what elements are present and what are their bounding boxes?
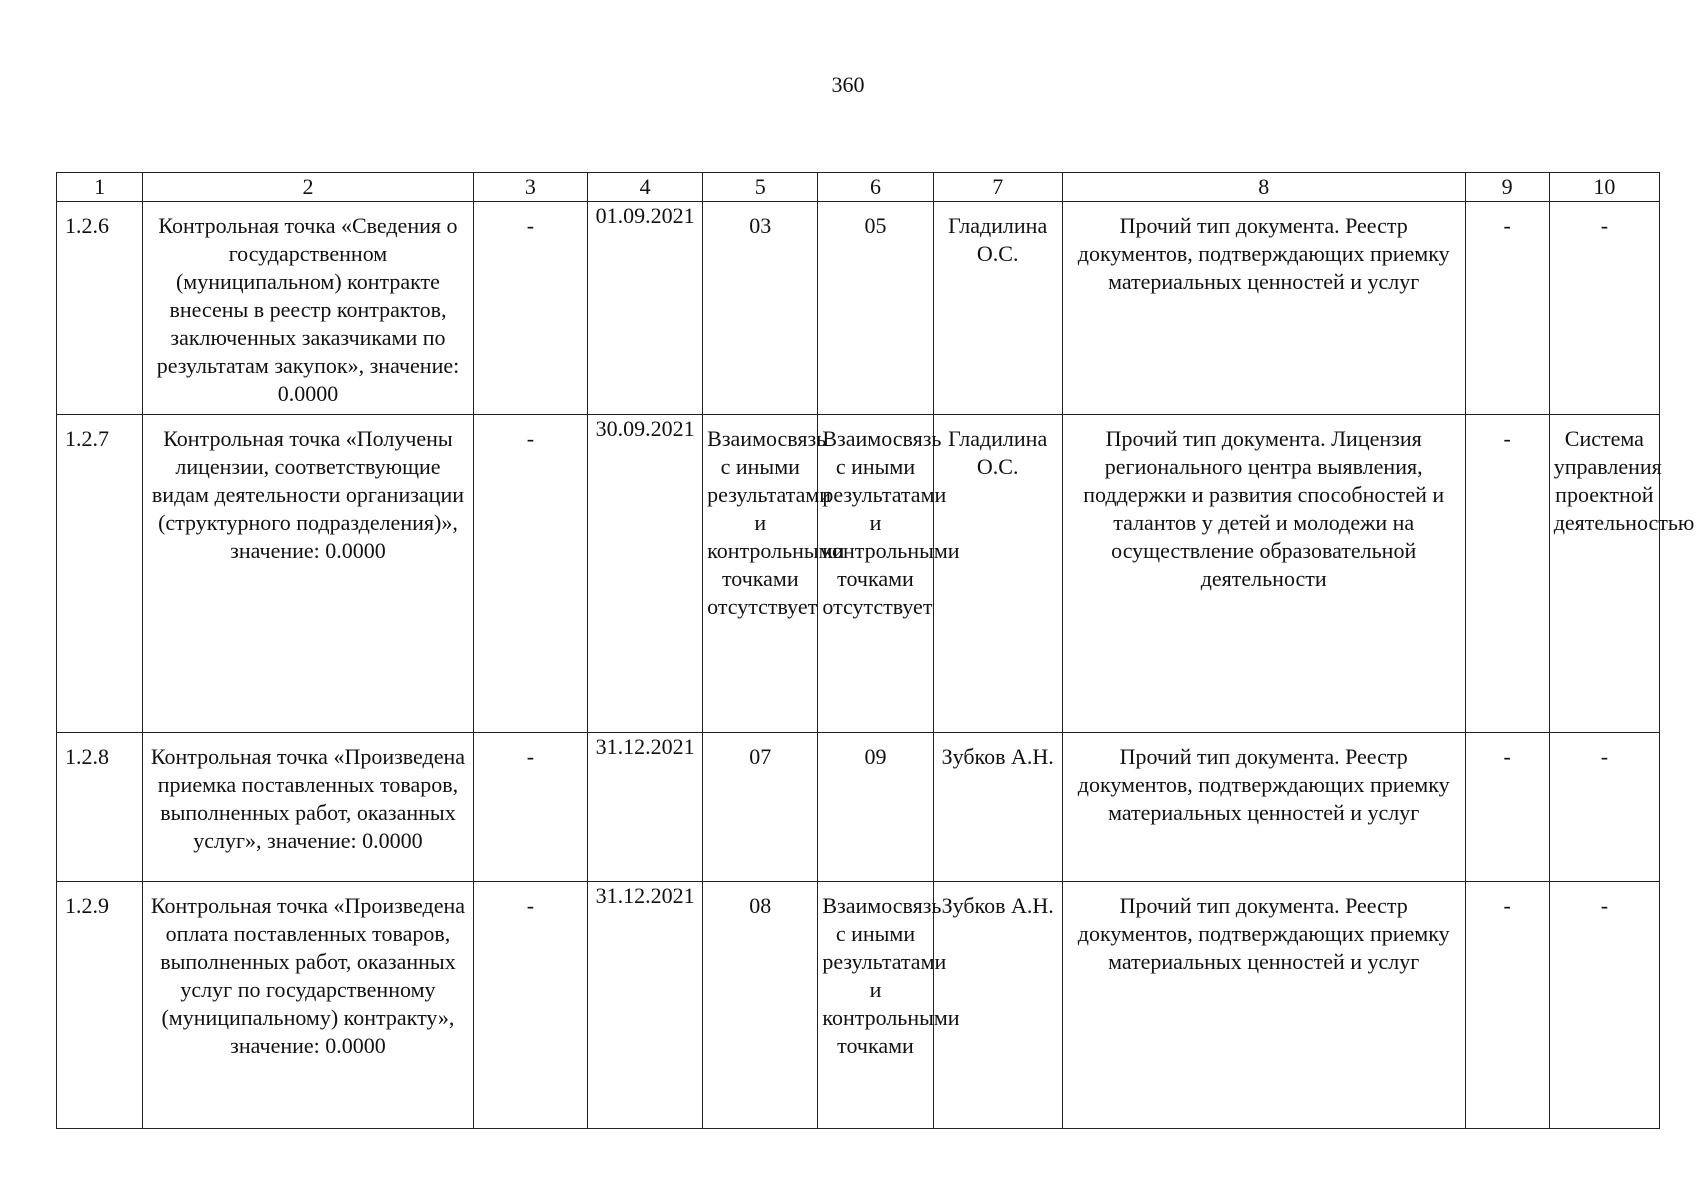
table-row — [57, 202, 1660, 415]
column-header-8: 8 — [1062, 173, 1465, 202]
column-header-6: 6 — [818, 173, 933, 202]
cell-col-3: - — [473, 202, 587, 415]
column-header-5: 5 — [703, 173, 818, 202]
row-number: 1.2.7 — [57, 415, 143, 733]
control-point-description: Контрольная точка «Получены лицензии, соответствующие видам деятельности организации (структурного подразделения)», значение: 0.0000 — [143, 415, 474, 733]
date-cell: 31.12.2021 — [587, 733, 702, 882]
date-cell: 01.09.2021 — [587, 202, 702, 415]
cell-col-6: Взаимосвязь с иными результатами и контрольными точками отсутствует — [818, 415, 933, 733]
column-header-7: 7 — [933, 173, 1062, 202]
control-points-table — [56, 172, 1695, 1129]
table-row — [57, 882, 1660, 1129]
row-number: 1.2.8 — [57, 733, 143, 882]
cell-col-3: - — [473, 733, 587, 882]
cell-col-9: - — [1465, 882, 1549, 1129]
cell-col-10: - — [1549, 733, 1659, 882]
control-point-description: Контрольная точка «Сведения о государственном (муниципальном) контракте внесены в реестр контрактов, заключенных заказчиками по результатам закупок», значение: 0.0000 — [143, 202, 474, 415]
cell-col-10: - — [1549, 202, 1659, 415]
cell-col-5: Взаимосвязь с иными результатами и контрольными точками отсутствует — [703, 415, 818, 733]
document-type: Прочий тип документа. Реестр документов, подтверждающих приемку материальных ценностей и услуг — [1062, 733, 1465, 882]
row-number: 1.2.6 — [57, 202, 143, 415]
responsible-person: Зубков А.Н. — [933, 733, 1062, 882]
document-type: Прочий тип документа. Лицензия регионального центра выявления, поддержки и развития способностей и талантов у детей и молодежи на осуществление образовательной деятельности — [1062, 415, 1465, 733]
control-point-description: Контрольная точка «Произведена оплата поставленных товаров, выполненных работ, оказанных услуг по государственному (муниципальному) контракту», значение: 0.0000 — [143, 882, 474, 1129]
cell-col-9: - — [1465, 202, 1549, 415]
column-header-3: 3 — [473, 173, 587, 202]
cell-col-5: 08 — [703, 882, 818, 1129]
cell-col-5: 03 — [703, 202, 818, 415]
header-row — [57, 173, 1660, 202]
row-number: 1.2.9 — [57, 882, 143, 1129]
column-header-2: 2 — [143, 173, 474, 202]
document-type: Прочий тип документа. Реестр документов, подтверждающих приемку материальных ценностей и услуг — [1062, 882, 1465, 1129]
responsible-person: Зубков А.Н. — [933, 882, 1062, 1129]
control-point-description: Контрольная точка «Произведена приемка поставленных товаров, выполненных работ, оказанных услуг», значение: 0.0000 — [143, 733, 474, 882]
document-type: Прочий тип документа. Реестр документов, подтверждающих приемку материальных ценностей и услуг — [1062, 202, 1465, 415]
cell-col-10: Система управления проектной деятельностью — [1549, 415, 1659, 733]
cell-col-6: 05 — [818, 202, 933, 415]
cell-col-6: Взаимосвязь с иными результатами и контрольными точками — [818, 882, 933, 1129]
cell-col-9: - — [1465, 415, 1549, 733]
cell-col-3: - — [473, 882, 587, 1129]
cell-col-5: 07 — [703, 733, 818, 882]
responsible-person: Гладилина О.С. — [933, 202, 1062, 415]
date-cell: 30.09.2021 — [587, 415, 702, 733]
column-header-10: 10 — [1549, 173, 1659, 202]
cell-col-10: - — [1549, 882, 1659, 1129]
cell-col-6: 09 — [818, 733, 933, 882]
table-row — [57, 733, 1660, 882]
date-cell: 31.12.2021 — [587, 882, 702, 1129]
table-row — [57, 415, 1660, 733]
column-header-9: 9 — [1465, 173, 1549, 202]
responsible-person: Гладилина О.С. — [933, 415, 1062, 733]
cell-col-3: - — [473, 415, 587, 733]
column-header-1: 1 — [57, 173, 143, 202]
cell-col-9: - — [1465, 733, 1549, 882]
column-header-4: 4 — [587, 173, 702, 202]
page-number: 360 — [831, 72, 865, 97]
